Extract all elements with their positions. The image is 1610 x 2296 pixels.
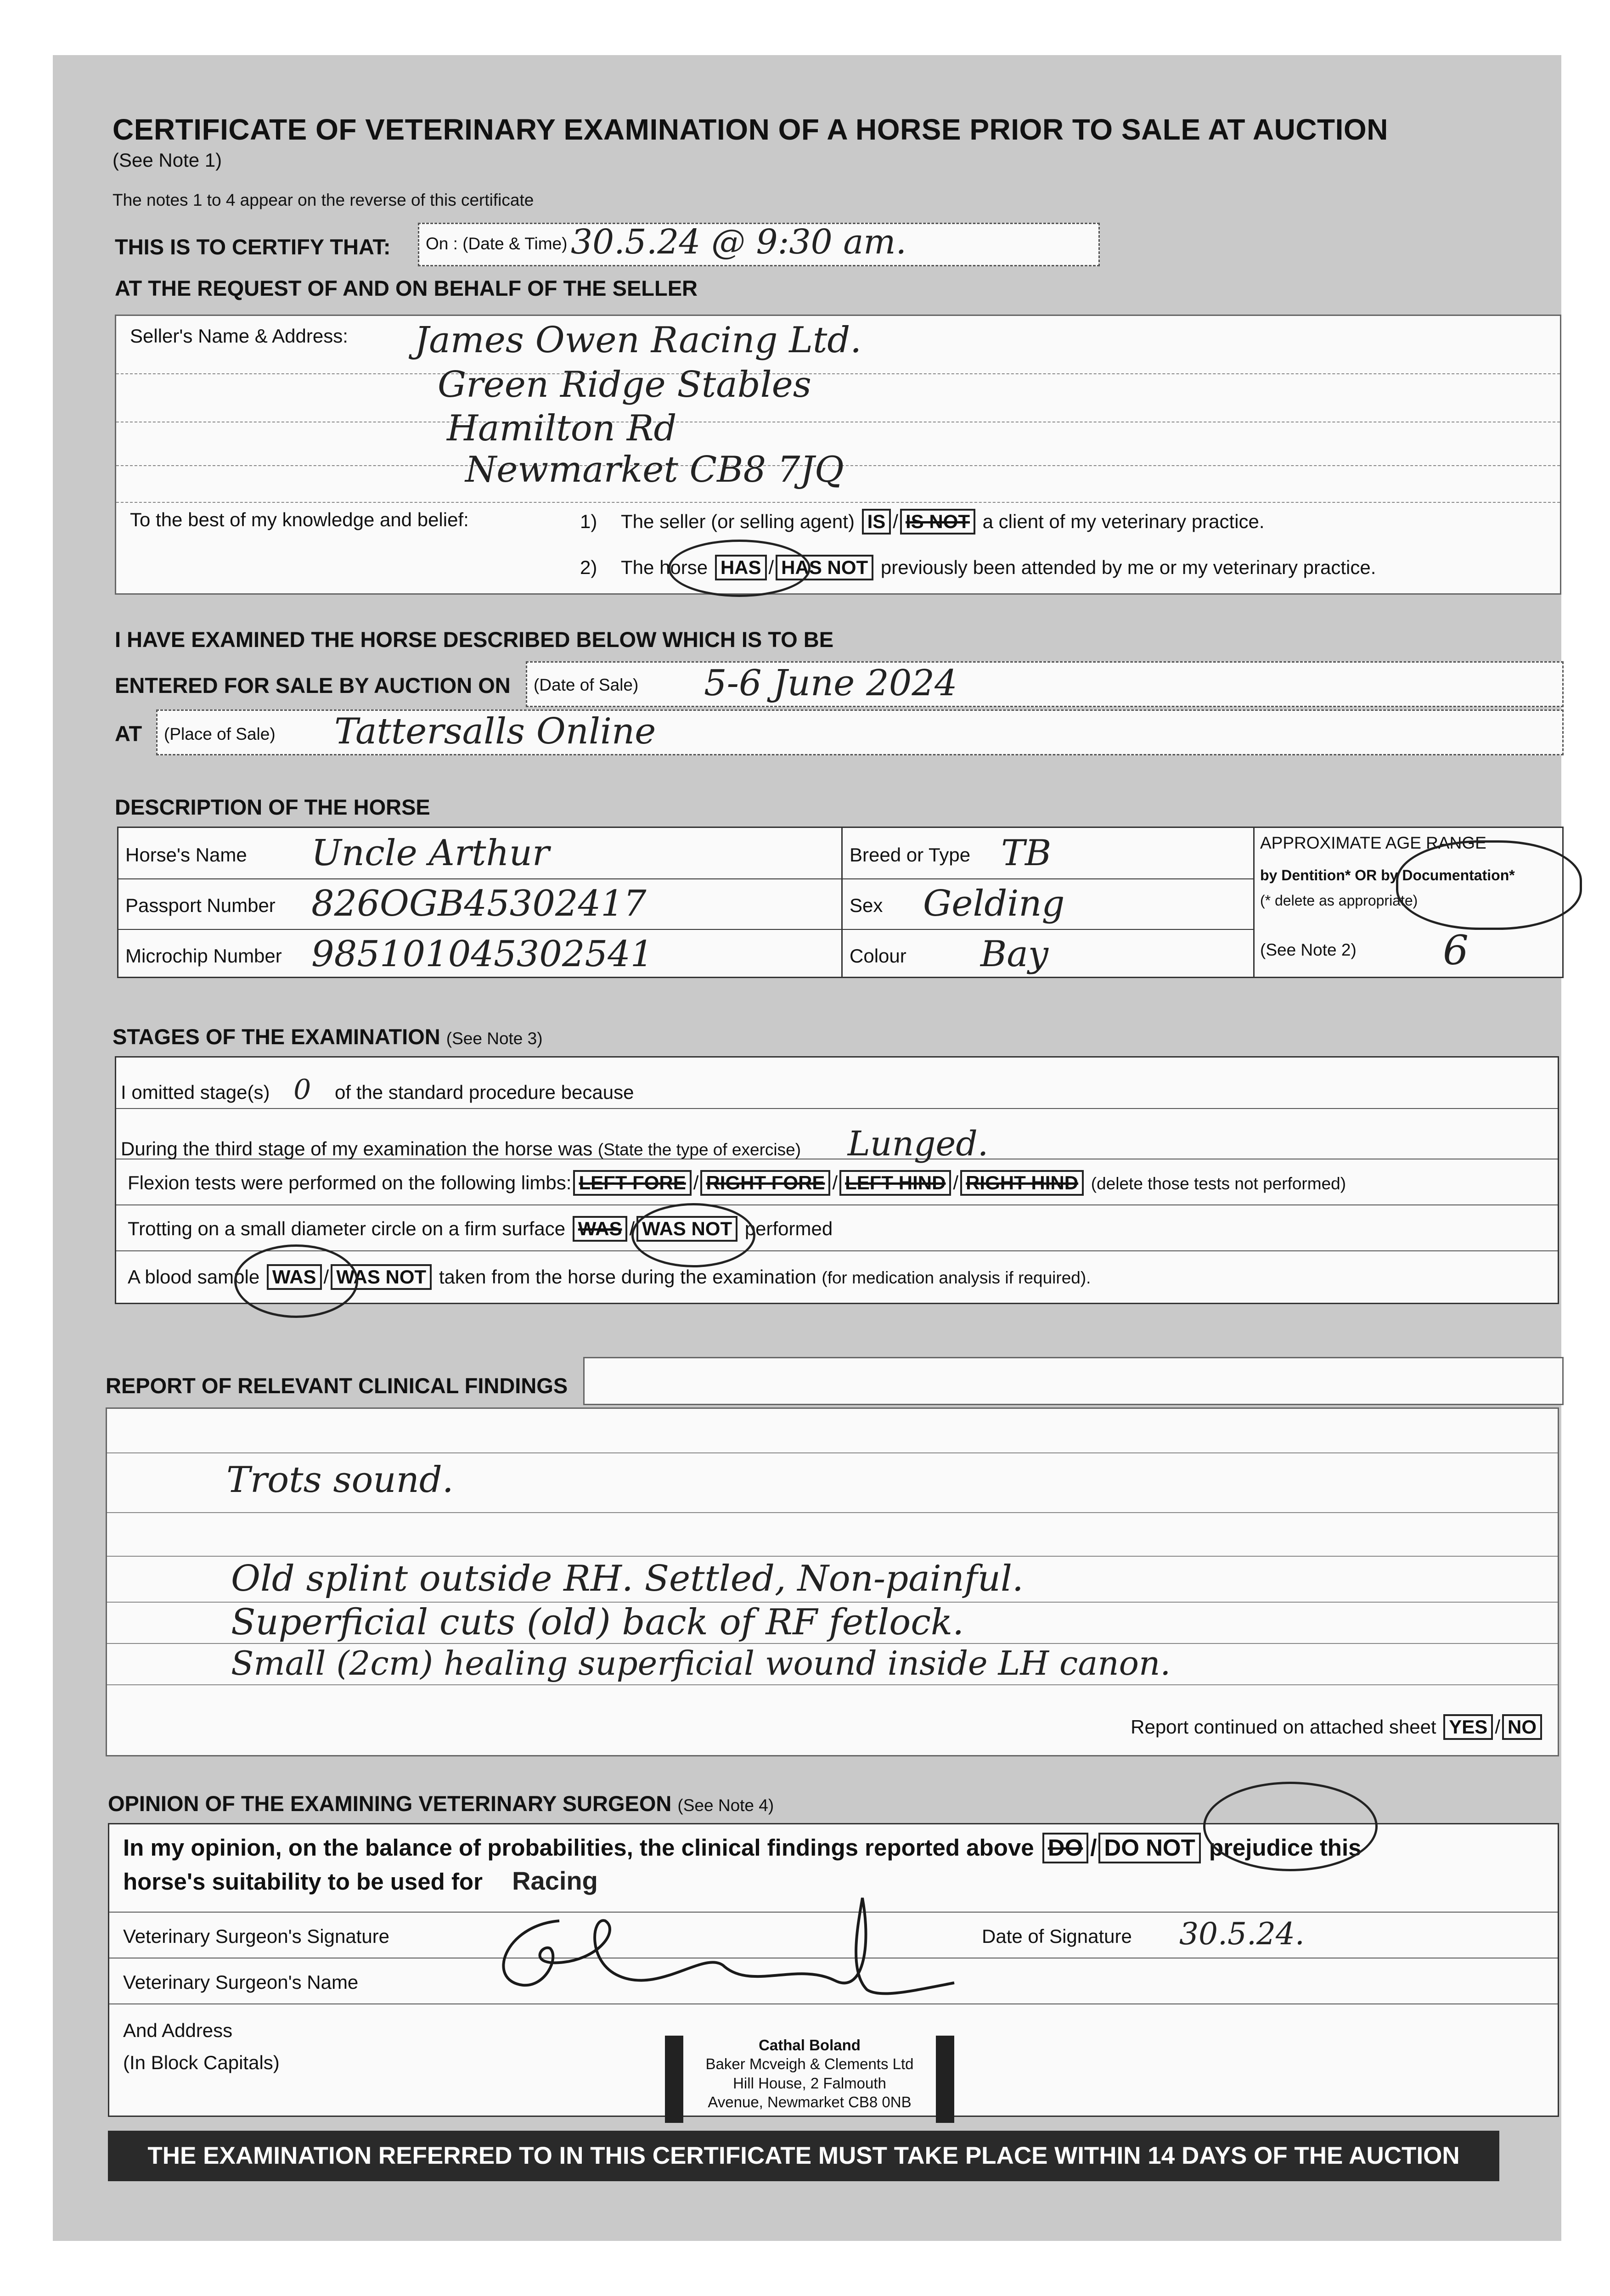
option-separator: /	[832, 1172, 838, 1193]
option-separator: /	[1090, 1835, 1097, 1861]
seller-rule	[116, 502, 1560, 503]
option-separator: /	[953, 1172, 959, 1193]
notes-line: The notes 1 to 4 appear on the reverse of this certificate	[113, 191, 534, 209]
statement-2-number: 2)	[580, 557, 597, 578]
sale-place-label: (Place of Sale)	[164, 725, 276, 743]
certificate-title: CERTIFICATE OF VETERINARY EXAMINATION OF A HORSE PRIOR TO SALE AT AUCTION	[113, 113, 1388, 146]
belief-label: To the best of my knowledge and belief:	[130, 509, 469, 530]
option-separator: /	[893, 511, 898, 532]
age-delete-note: (* delete as appropriate)	[1260, 892, 1418, 909]
flexion-text: Flexion tests were performed on the following limbs:	[128, 1172, 572, 1193]
opinion-do-not-option[interactable]: DO NOT	[1098, 1833, 1200, 1863]
opinion-heading	[108, 1791, 774, 1816]
stages-heading-text: STAGES OF THE EXAMINATION	[113, 1024, 440, 1049]
vet-name-label: Veterinary Surgeon's Name	[123, 1971, 359, 1993]
option-separator: /	[693, 1172, 699, 1193]
vet-signature	[467, 1889, 1064, 2008]
date-time-field[interactable]	[418, 223, 1100, 266]
statement-2-end: previously been attended by me or my veterinary practice.	[880, 557, 1376, 578]
opinion-heading-note: (See Note 4)	[677, 1796, 774, 1815]
horse-name-value: Uncle Arthur	[311, 833, 550, 874]
third-stage-row	[121, 1124, 988, 1164]
trotting-end: performed	[744, 1218, 833, 1239]
signature-stroke	[503, 1898, 954, 1993]
omitted-stages-text: I omitted stage(s)	[121, 1081, 270, 1103]
horse-name-label: Horse's Name	[125, 844, 247, 866]
option-separator: /	[629, 1218, 635, 1239]
seller-name-label: Seller's Name & Address:	[130, 325, 348, 347]
stamp-practice: Baker Mcveigh & Clements Ltd	[705, 2055, 914, 2073]
statement-2-text: The horse	[621, 557, 708, 578]
flexion-row	[128, 1170, 1346, 1196]
blood-sample-note: (for medication analysis if required).	[822, 1268, 1091, 1287]
report-continued-label: Report continued on attached sheet	[1131, 1716, 1436, 1738]
third-stage-note: (State the type of exercise)	[597, 1140, 801, 1159]
report-rule	[107, 1684, 1558, 1685]
opinion-heading-text: OPINION OF THE EXAMINING VETERINARY SURGEON	[108, 1791, 672, 1816]
third-stage-exercise[interactable]: Lunged.	[847, 1124, 989, 1164]
opinion-text: In my opinion, on the balance of probabilities, the clinical findings reported above	[123, 1835, 1034, 1861]
finding-line-3: Superficial cuts (old) back of RF fetlock.	[231, 1602, 964, 1643]
statement-1-end: a client of my veterinary practice.	[982, 511, 1265, 532]
seller-line-1: James Owen Racing Ltd.	[415, 320, 862, 361]
omitted-stages-row	[121, 1074, 634, 1106]
report-heading: REPORT OF RELEVANT CLINICAL FINDINGS	[106, 1373, 568, 1398]
colour-value: Bay	[980, 934, 1048, 975]
entered-label: ENTERED FOR SALE BY AUCTION ON	[115, 673, 511, 698]
seller-is-not-option[interactable]: IS NOT	[900, 509, 975, 535]
examined-line: I HAVE EXAMINED THE HORSE DESCRIBED BELOW WHICH IS TO BE	[115, 627, 834, 652]
cell-rule	[843, 929, 1253, 930]
report-rule	[107, 1512, 1558, 1513]
report-rule	[107, 1556, 1558, 1557]
report-continued-row	[1131, 1714, 1544, 1740]
trotting-was-not-option[interactable]: WAS NOT	[636, 1216, 737, 1242]
age-label: APPROXIMATE AGE RANGE	[1260, 833, 1486, 852]
sex-label: Sex	[850, 895, 883, 916]
colour-label: Colour	[850, 945, 906, 967]
omitted-stages-end: of the standard procedure because	[335, 1081, 634, 1103]
was-circle-mark	[234, 1244, 358, 1318]
block-capitals-note: (In Block Capitals)	[123, 2052, 280, 2073]
passport-label: Passport Number	[125, 895, 276, 916]
finding-line-4: Small (2cm) healing superficial wound inside LH canon.	[231, 1644, 1171, 1683]
sale-place-value: Tattersalls Online	[334, 711, 656, 752]
finding-line-2: Old splint outside RH. Settled, Non-painful.	[231, 1558, 1024, 1599]
seller-line-3: Hamilton Rd	[447, 408, 677, 449]
statement-1	[580, 509, 1265, 535]
seller-line-4: Newmarket CB8 7JQ	[465, 449, 844, 490]
report-continued-yes[interactable]: YES	[1443, 1714, 1493, 1740]
horse-has-not-option[interactable]: HAS NOT	[776, 555, 873, 580]
sale-date-value: 5-6 June 2024	[704, 663, 957, 704]
flexion-right-fore-option[interactable]: RIGHT FORE	[700, 1170, 830, 1196]
horse-has-option[interactable]: HAS	[715, 555, 767, 580]
report-heading-field	[583, 1357, 1564, 1405]
report-rule	[107, 1452, 1558, 1453]
seller-line-2: Green Ridge Stables	[438, 364, 811, 405]
passport-value: 826OGB45302417	[311, 883, 647, 924]
documentation-circle-mark	[1396, 840, 1582, 930]
stamp-address-1: Hill House, 2 Falmouth	[733, 2074, 886, 2092]
seller-rule	[116, 373, 1560, 374]
suitability-use-value[interactable]: Racing	[512, 1866, 598, 1895]
microchip-label: Microchip Number	[125, 945, 282, 967]
stages-rule	[116, 1204, 1558, 1205]
sale-date-label: (Date of Sale)	[534, 675, 639, 694]
age-value: 6	[1443, 927, 1469, 974]
trotting-was-option[interactable]: WAS	[573, 1216, 628, 1242]
breed-label: Breed or Type	[850, 844, 971, 866]
signature-date-label: Date of Signature	[982, 1925, 1132, 1947]
opinion-statement	[123, 1833, 1362, 1863]
breed-value: TB	[1001, 833, 1052, 874]
stamp-address-2: Avenue, Newmarket CB8 0NB	[708, 2093, 912, 2110]
horse-type-cell	[841, 827, 1255, 978]
at-label: AT	[115, 721, 142, 746]
stages-rule	[116, 1108, 1558, 1109]
opinion-text-end: prejudice this	[1209, 1835, 1362, 1861]
option-separator: /	[323, 1266, 329, 1288]
certify-label: THIS IS TO CERTIFY THAT:	[115, 235, 391, 259]
do-not-circle-mark	[1203, 1782, 1378, 1871]
report-continued-no[interactable]: NO	[1502, 1714, 1542, 1740]
exam-date-time: 30.5.24 @ 9:30 am.	[571, 222, 907, 262]
stages-heading-note: (See Note 3)	[446, 1029, 543, 1048]
signature-label: Veterinary Surgeon's Signature	[123, 1925, 390, 1947]
cell-rule	[118, 929, 841, 930]
stages-heading	[113, 1024, 543, 1049]
has-circle-mark	[668, 540, 811, 597]
statement-1-number: 1)	[580, 511, 597, 532]
seller-is-option[interactable]: IS	[862, 509, 891, 535]
sale-date-field[interactable]	[526, 661, 1564, 707]
vet-stamp	[686, 2036, 934, 2111]
vet-address-label: And Address	[123, 2020, 233, 2041]
third-stage-text: During the third stage of my examination the horse was	[121, 1138, 593, 1159]
trotting-text: Trotting on a small diameter circle on a firm surface	[128, 1218, 566, 1239]
cell-rule	[843, 878, 1253, 879]
seller-box	[115, 315, 1561, 595]
flexion-right-hind-option[interactable]: RIGHT HIND	[960, 1170, 1084, 1196]
suitability-text: horse's suitability to be used for	[123, 1868, 483, 1895]
blood-sample-end: taken from the horse during the examination	[439, 1266, 816, 1288]
blood-was-not-option[interactable]: WAS NOT	[331, 1264, 432, 1290]
microchip-value: 985101045302541	[311, 934, 653, 975]
opinion-do-option[interactable]: DO	[1042, 1833, 1089, 1863]
finding-line-1: Trots sound.	[226, 1459, 454, 1501]
flexion-left-fore-option[interactable]: LEFT FORE	[573, 1170, 691, 1196]
on-date-time-label: On : (Date & Time)	[426, 234, 568, 253]
footer-banner: THE EXAMINATION REFERRED TO IN THIS CERTIFICATE MUST TAKE PLACE WITHIN 14 DAYS OF THE AUCTION	[108, 2131, 1499, 2181]
sale-place-field[interactable]	[156, 709, 1564, 755]
age-see-note: (See Note 2)	[1260, 940, 1357, 959]
age-method: by Dentition* OR by Documentation*	[1260, 867, 1515, 884]
opinion-box	[108, 1823, 1559, 2117]
see-note-1: (See Note 1)	[113, 149, 222, 171]
report-box	[106, 1407, 1559, 1756]
option-separator: /	[768, 557, 774, 578]
omitted-stages-value[interactable]: 0	[293, 1074, 311, 1106]
signature-date-value: 30.5.24.	[1179, 1916, 1305, 1952]
stamp-vet-name: Cathal Boland	[759, 2037, 861, 2054]
statement-1-text: The seller (or selling agent)	[621, 511, 855, 532]
sex-value: Gelding	[923, 883, 1065, 924]
cell-rule	[118, 878, 841, 879]
stamp-bar-right	[936, 2036, 954, 2123]
stamp-bar-left	[665, 2036, 683, 2123]
was-not-circle-mark	[631, 1203, 755, 1267]
horse-id-cell	[117, 827, 843, 978]
flexion-left-hind-option[interactable]: LEFT HIND	[839, 1170, 951, 1196]
blood-was-option[interactable]: WAS	[267, 1264, 322, 1290]
description-heading: DESCRIPTION OF THE HORSE	[115, 795, 430, 819]
request-line: AT THE REQUEST OF AND ON BEHALF OF THE SELLER	[115, 276, 698, 300]
blood-sample-text: A blood sample	[128, 1266, 260, 1288]
option-separator: /	[1495, 1716, 1500, 1738]
flexion-note: (delete those tests not performed)	[1091, 1174, 1346, 1193]
